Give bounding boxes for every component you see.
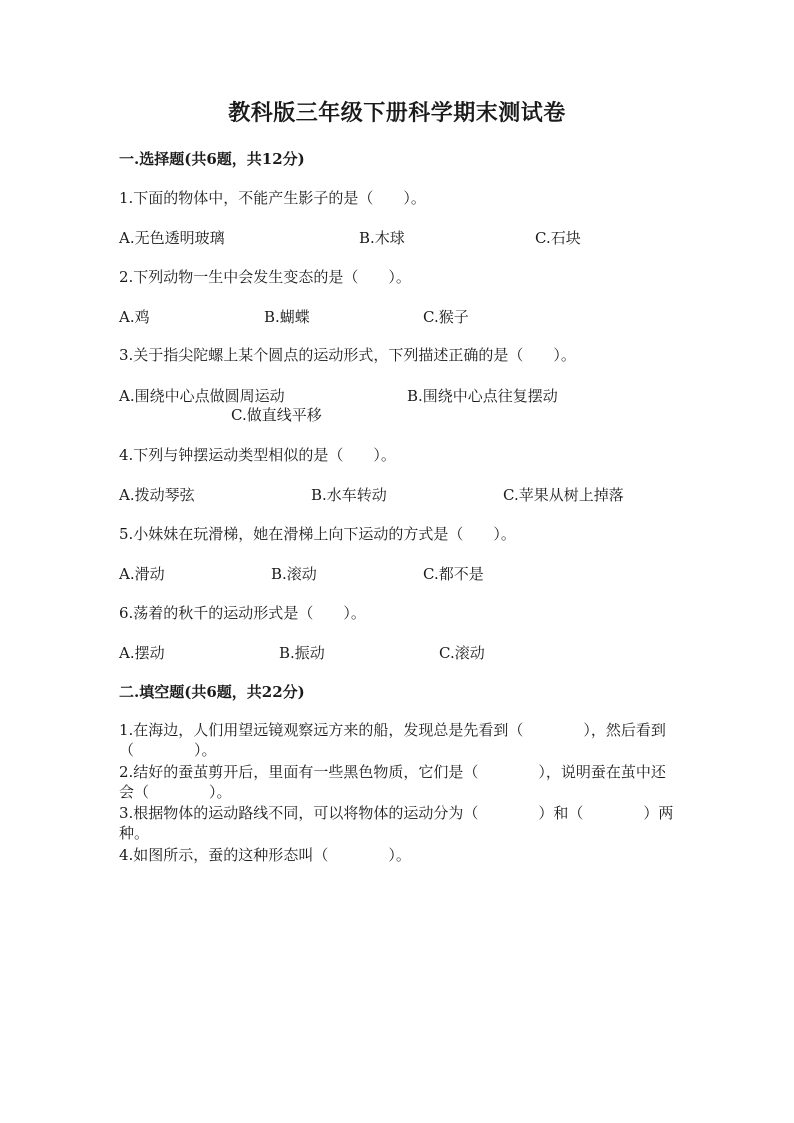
fill-question: 1.在海边，人们用望远镜观察远方来的船，发现总是先看到（ ），然后看到（ ）。: [119, 721, 666, 759]
fill-question: 2.结好的蚕茧剪开后，里面有一些黑色物质，它们是（ ），说明蚕在茧中还会（ ）。: [119, 763, 666, 801]
option-a: A.无色透明玻璃: [119, 229, 225, 247]
option-b: B.蝴蝶: [264, 308, 310, 326]
option-c: C.苹果从树上掉落: [503, 486, 624, 504]
option-b: B.滚动: [271, 565, 317, 583]
option-c: C.石块: [535, 229, 581, 247]
option-b: B.木球: [359, 229, 405, 247]
option-c: C.都不是: [423, 565, 484, 583]
option-b: B.振动: [279, 644, 325, 662]
option-b: B.水车转动: [311, 486, 387, 504]
option-b: B.围绕中心点往复摆动: [407, 387, 558, 405]
section-heading-fill: 二.填空题(共6题，共22分): [119, 683, 305, 701]
fill-question: 3.根据物体的运动路线不同，可以将物体的运动分为（ ）和（ ）两种。: [119, 804, 674, 842]
question-stem: 5.小妹妹在玩滑梯，她在滑梯上向下运动的方式是（ ）。: [119, 525, 516, 543]
option-a: A.滑动: [119, 565, 165, 583]
option-c: C.滚动: [439, 644, 485, 662]
question-stem: 1.下面的物体中，不能产生影子的是（ ）。: [119, 189, 426, 207]
option-c: C.做直线平移: [231, 406, 322, 424]
section-heading-choice: 一.选择题(共6题，共12分): [119, 150, 305, 168]
question-stem: 4.下列与钟摆运动类型相似的是（ ）。: [119, 446, 396, 464]
option-c: C.猴子: [423, 308, 469, 326]
question-stem: 3.关于指尖陀螺上某个圆点的运动形式，下列描述正确的是（ ）。: [119, 346, 576, 364]
option-a: A.摆动: [119, 644, 165, 662]
fill-question: 4.如图所示，蚕的这种形态叫（ ）。: [119, 846, 411, 864]
question-stem: 2.下列动物一生中会发生变态的是（ ）。: [119, 268, 411, 286]
option-a: A.鸡: [119, 308, 150, 326]
page-title: 教科版三年级下册科学期末测试卷: [228, 100, 566, 126]
question-stem: 6.荡着的秋千的运动形式是（ ）。: [119, 604, 366, 622]
option-a: A.围绕中心点做圆周运动: [119, 387, 285, 405]
option-a: A.拨动琴弦: [119, 486, 195, 504]
